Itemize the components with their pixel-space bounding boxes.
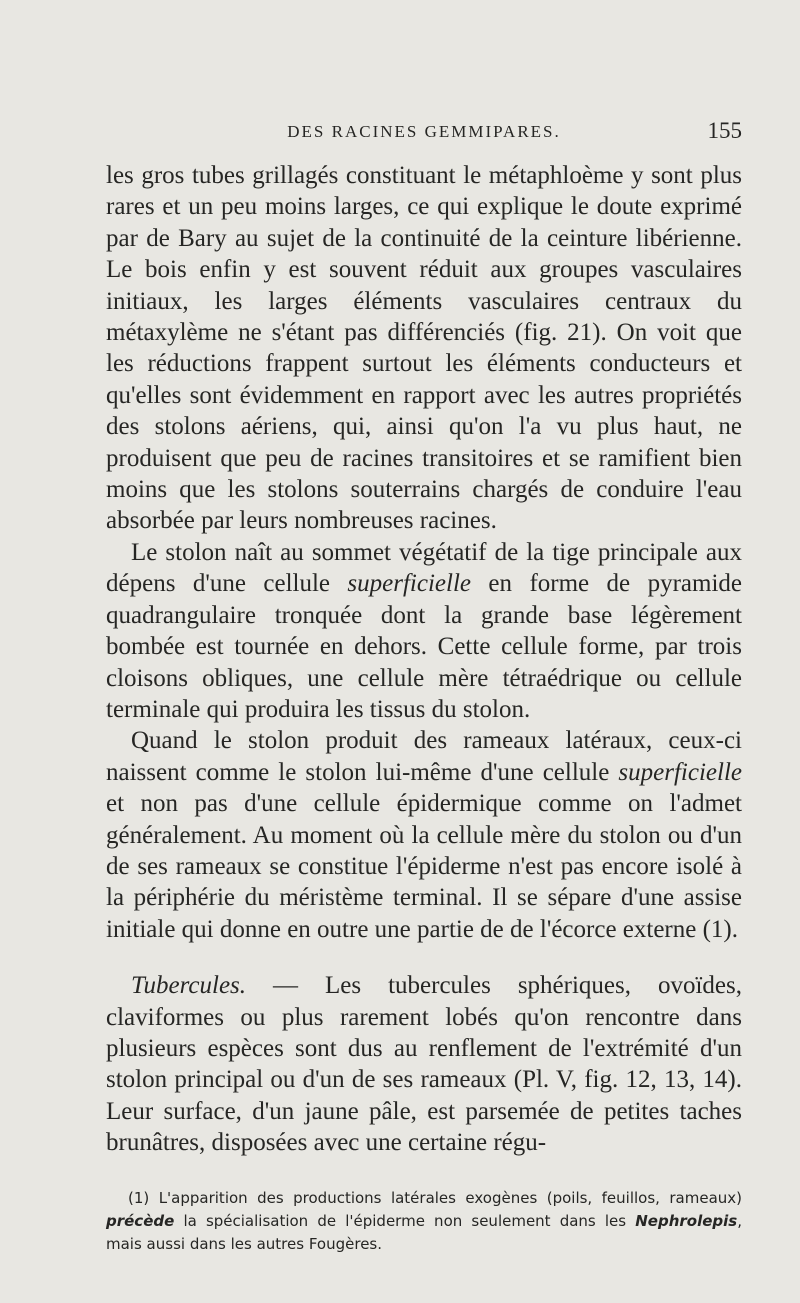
footnote-text — [106, 1187, 742, 1256]
page-number: 155 — [707, 118, 742, 143]
footnote-emphasis-2: Nephrolepis — [635, 1212, 738, 1230]
paragraph-3 — [106, 725, 742, 945]
footnote-part-a: (1) L'apparition des productions latérales exogènes (poils, feuillos, rameaux) — [128, 1189, 742, 1207]
footnote-part-b: la spécialisation de l'épiderme non seulement dans les — [174, 1212, 636, 1230]
section-heading-tubercules: Tubercules. — [131, 972, 247, 1000]
footnote-part-c: , mais aussi dans les autres Fougères. — [106, 1212, 742, 1253]
footnote — [106, 1187, 742, 1256]
body-text — [106, 160, 742, 1159]
paragraph-2 — [106, 537, 742, 725]
paragraph-3-part-b: et non pas d'une cellule épidermique comme on l'admet généralement. Au moment où la cellule mère du stolon ou d'un de ses rameaux se constitue l'épiderme n'est pas encore isolé à la périphérie du méristème terminal. Il se sépare d'une assise initiale qui donne en outre une partie de de l'écorce externe (1). — [106, 790, 742, 943]
page-header — [106, 116, 742, 146]
running-head: DES RACINES GEMMIPARES. — [287, 122, 561, 141]
paragraph-4 — [106, 970, 742, 1158]
paragraph-4-text: — Les tubercules sphériques, ovoïdes, claviformes ou plus rarement lobés qu'on rencontre dans plusieurs espèces sont dus au renflement de l'extrémité d'un stolon principal ou d'un de ses rameaux (Pl. V, fig. 12, 13, 14). Leur surface, d'un jaune pâle, est parsemée de petites taches brunâtres, disposées avec une certaine régu- — [106, 972, 742, 1157]
paragraph-3-part-a: Quand le stolon produit des rameaux latéraux, ceux-ci naissent comme le stolon lui-même d'une cellule — [106, 727, 742, 786]
paragraph-2-part-a: Le stolon naît au sommet végétatif de la tige principale aux dépens d'une cellule — [106, 538, 742, 598]
paragraph-2-emphasis: superficielle — [347, 570, 471, 598]
footnote-emphasis-1: précède — [106, 1212, 175, 1230]
paragraph-2-part-b: en forme de pyramide quadrangulaire tronquée dont la grande base légèrement bombée est tournée en dehors. Cette cellule forme, par trois cloisons obliques, une cellule mère tétraédrique ou cellule terminale qui produira les tissus du stolon. — [106, 570, 742, 723]
paragraph-3-emphasis: superficielle — [618, 758, 742, 786]
paragraph-1: les gros tubes grillagés constituant le métaphloème y sont plus rares et un peu moins larges, ce qui explique le doute exprimé par de Bary au sujet de la continuité de la ceinture libérienne. Le bois enfin y est souvent réduit aux groupes vasculaires initiaux, les larges éléments vasculaires centraux du métaxylème ne s'étant pas différenciés (fig. 21). On voit que les réductions frappent surtout les éléments conducteurs et qu'elles sont évidemment en rapport avec les autres propriétés des stolons aériens, qui, ainsi qu'on l'a vu plus haut, ne produisent que peu de racines transitoires et se ramifient bien moins que les stolons souterrains chargés de conduire l'eau absorbée par leurs nombreuses racines. — [106, 162, 742, 535]
